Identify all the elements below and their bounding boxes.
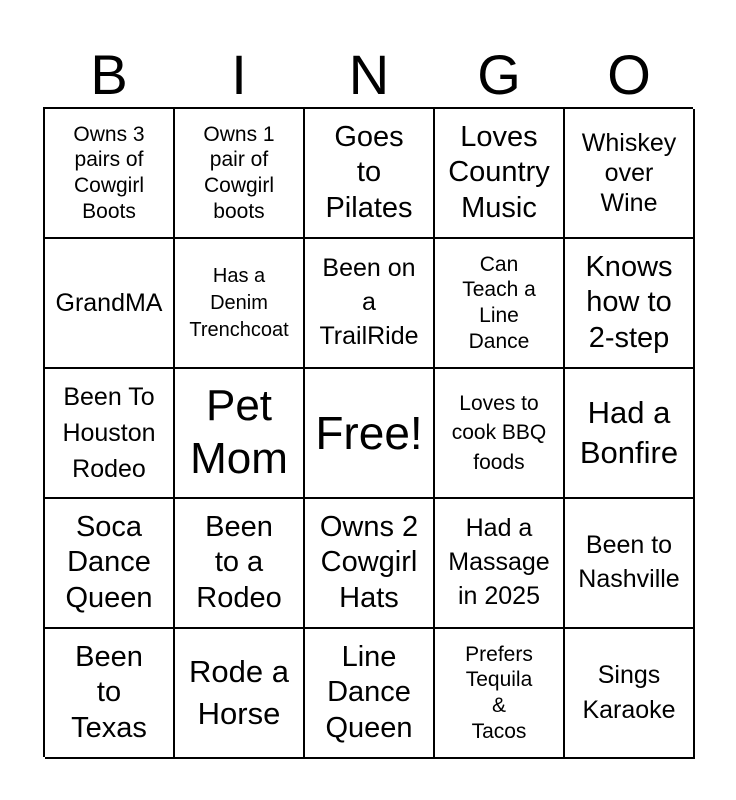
bingo-cell[interactable]: [565, 499, 695, 629]
cell-text: Been to Texas: [71, 640, 147, 744]
bingo-cell[interactable]: [305, 499, 435, 629]
header-letter-n: N: [348, 43, 390, 106]
bingo-cell[interactable]: [175, 629, 305, 759]
cell-text: Owns 3 pairs of Cowgirl Boots: [73, 122, 145, 223]
bingo-board: [43, 107, 693, 757]
bingo-cell[interactable]: [565, 109, 695, 239]
bingo-cell[interactable]: [305, 239, 435, 369]
bingo-cell[interactable]: [565, 239, 695, 369]
bingo-cell[interactable]: [565, 369, 695, 499]
header-letter-b: B: [90, 43, 128, 106]
bingo-cell[interactable]: [45, 629, 175, 759]
cell-text: Pet Mom: [190, 381, 288, 483]
bingo-cell[interactable]: [305, 369, 435, 499]
bingo-cell[interactable]: [435, 499, 565, 629]
bingo-cell[interactable]: [175, 109, 305, 239]
bingo-cell[interactable]: [565, 629, 695, 759]
bingo-cell[interactable]: [435, 369, 565, 499]
cell-text: Been on a TrailRide: [319, 254, 419, 350]
cell-text: Sings Karaoke: [582, 661, 676, 724]
bingo-cell[interactable]: [305, 109, 435, 239]
cell-text: Has a Denim Trenchcoat: [189, 264, 289, 341]
cell-text: Whiskey over Wine: [581, 129, 677, 217]
cell-text: Been to a Rodeo: [196, 510, 282, 614]
cell-text: Line Dance Queen: [325, 640, 413, 744]
bingo-cell[interactable]: [435, 109, 565, 239]
bingo-cell[interactable]: [305, 629, 435, 759]
bingo-cell[interactable]: [45, 109, 175, 239]
header-letter-o: O: [607, 43, 651, 106]
cell-text: Loves Country Music: [448, 120, 550, 224]
cell-text: Had a Bonfire: [579, 394, 679, 470]
cell-text: Prefers Tequila & Tacos: [465, 642, 533, 743]
cell-text: Soca Dance Queen: [65, 510, 153, 614]
cell-text: Rode a Horse: [189, 654, 289, 731]
bingo-header: [44, 44, 694, 106]
bingo-cell[interactable]: [45, 369, 175, 499]
cell-text: Free!: [315, 407, 423, 459]
header-letter-i: I: [231, 43, 247, 106]
cell-text: GrandMA: [55, 289, 163, 317]
bingo-cell[interactable]: [45, 239, 175, 369]
bingo-cell[interactable]: [435, 629, 565, 759]
cell-text: Been to Nashville: [578, 531, 680, 593]
cell-text: Can Teach a Line Dance: [462, 252, 536, 353]
header-letter-g: G: [477, 43, 521, 106]
cell-text: Goes to Pilates: [325, 120, 413, 224]
cell-text: Loves to cook BBQ foods: [451, 391, 547, 474]
cell-text: Owns 2 Cowgirl Hats: [319, 510, 419, 614]
cell-text: Been To Houston Rodeo: [62, 382, 156, 484]
cell-text: Knows how to 2-step: [585, 250, 673, 354]
bingo-cell[interactable]: [175, 499, 305, 629]
bingo-cell[interactable]: [175, 369, 305, 499]
bingo-cell[interactable]: [45, 499, 175, 629]
bingo-cell[interactable]: [435, 239, 565, 369]
bingo-cell[interactable]: [175, 239, 305, 369]
cell-text: Owns 1 pair of Cowgirl boots: [203, 122, 275, 223]
cell-text: Had a Massage in 2025: [448, 514, 550, 610]
